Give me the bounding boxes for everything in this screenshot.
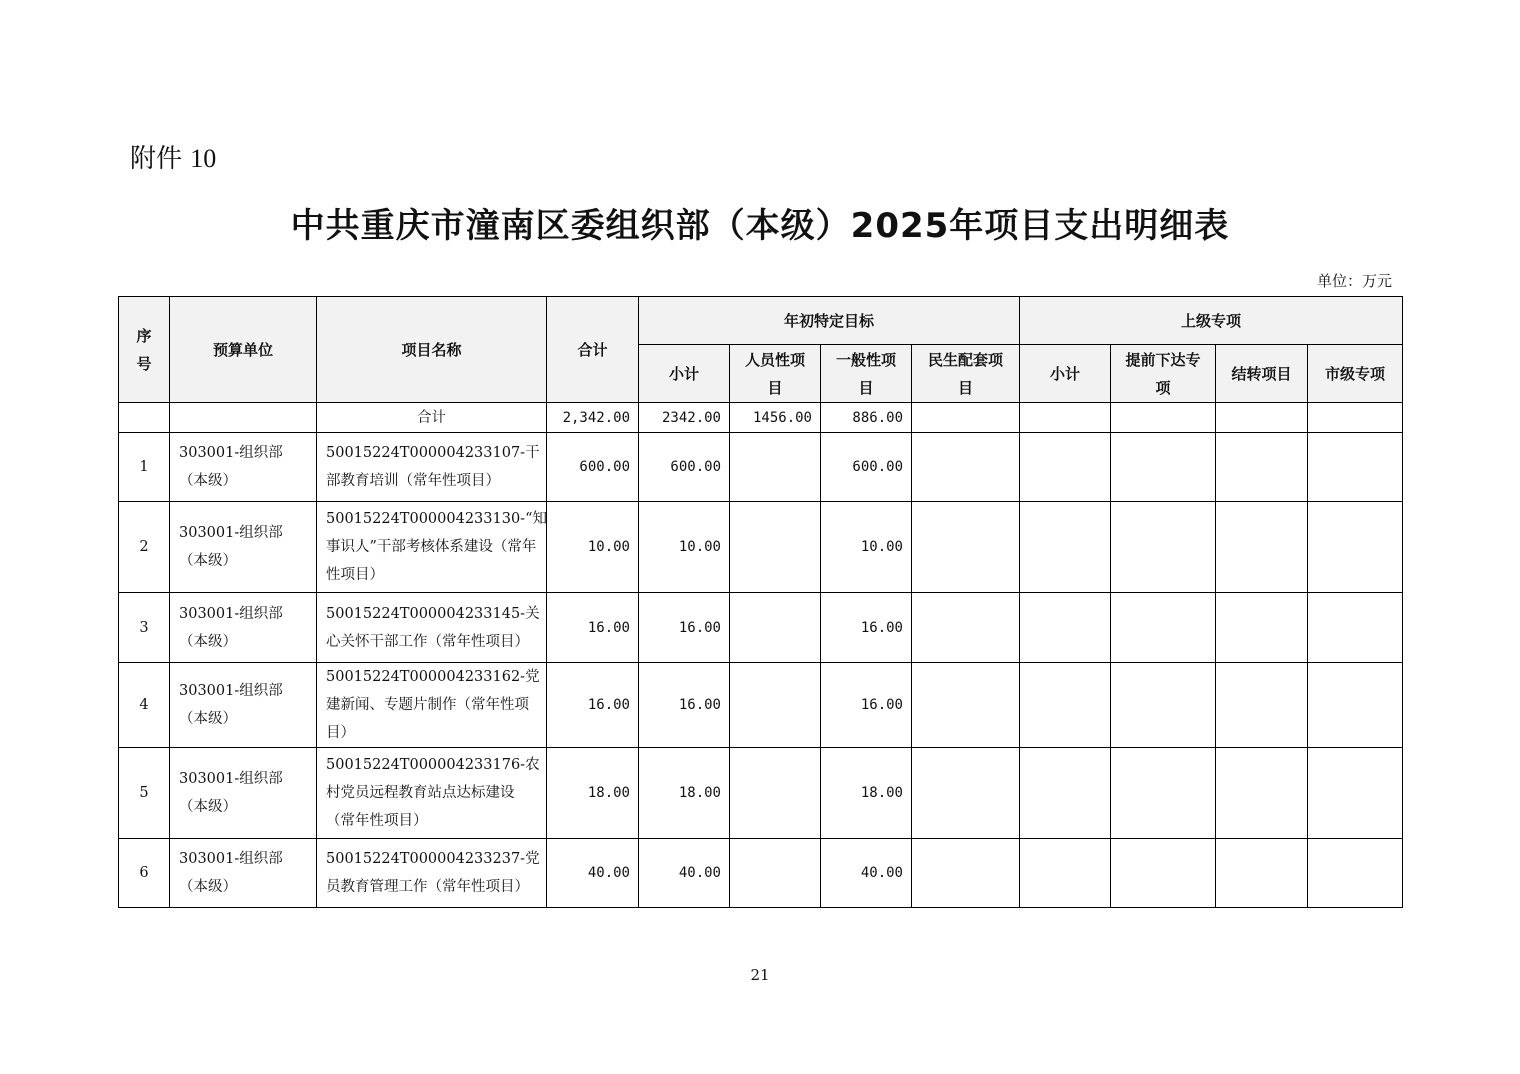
row-b-carry — [1216, 593, 1308, 663]
row-total: 18.00 — [547, 748, 639, 839]
row-a-livelihood — [912, 663, 1020, 748]
header-a-general: 一般性项目 — [821, 345, 912, 403]
row-seq: 3 — [119, 593, 170, 663]
row-a-subtotal: 600.00 — [639, 433, 730, 502]
summary-row — [119, 403, 1403, 433]
row-unit: 303001-组织部（本级） — [170, 839, 317, 908]
row-a-livelihood — [912, 593, 1020, 663]
row-project: 50015224T000004233130-“知事识人”干部考核体系建设（常年性项目） — [317, 502, 547, 593]
row-b-city — [1308, 502, 1403, 593]
row-project: 50015224T000004233107-干部教育培训（常年性项目） — [317, 433, 547, 502]
header-project: 项目名称 — [317, 297, 547, 403]
header-total: 合计 — [547, 297, 639, 403]
row-total: 10.00 — [547, 502, 639, 593]
attachment-label — [130, 138, 216, 175]
row-total: 16.00 — [547, 663, 639, 748]
row-unit: 303001-组织部（本级） — [170, 433, 317, 502]
row-b-advance — [1111, 502, 1216, 593]
row-b-advance — [1111, 593, 1216, 663]
row-b-city — [1308, 663, 1403, 748]
row-b-carry — [1216, 839, 1308, 908]
table-row — [119, 593, 1403, 663]
row-b-subtotal — [1020, 502, 1111, 593]
row-a-general: 16.00 — [821, 593, 912, 663]
row-b-advance — [1111, 839, 1216, 908]
row-total: 40.00 — [547, 839, 639, 908]
row-a-subtotal: 18.00 — [639, 748, 730, 839]
header-a-livelihood: 民生配套项目 — [912, 345, 1020, 403]
row-project: 50015224T000004233162-党建新闻、专题片制作（常年性项目） — [317, 663, 547, 748]
row-b-advance — [1111, 663, 1216, 748]
row-seq: 1 — [119, 433, 170, 502]
header-a-subtotal: 小计 — [639, 345, 730, 403]
row-a-personnel — [730, 748, 821, 839]
row-project: 50015224T000004233176-农村党员远程教育站点达标建设（常年性项目） — [317, 748, 547, 839]
row-seq: 6 — [119, 839, 170, 908]
row-a-livelihood — [912, 839, 1020, 908]
summary-label: 合计 — [317, 403, 547, 433]
table-row — [119, 748, 1403, 839]
row-a-personnel — [730, 593, 821, 663]
row-project: 50015224T000004233145-关心关怀干部工作（常年性项目） — [317, 593, 547, 663]
row-b-city — [1308, 433, 1403, 502]
page-number: 21 — [750, 966, 770, 984]
row-seq: 5 — [119, 748, 170, 839]
row-b-carry — [1216, 663, 1308, 748]
summary-a-subtotal: 2342.00 — [639, 403, 730, 433]
header-group-superior: 上级专项 — [1020, 297, 1403, 345]
header-b-advance: 提前下达专项 — [1111, 345, 1216, 403]
row-b-subtotal — [1020, 839, 1111, 908]
row-unit: 303001-组织部（本级） — [170, 663, 317, 748]
row-b-subtotal — [1020, 748, 1111, 839]
row-seq: 4 — [119, 663, 170, 748]
row-a-personnel — [730, 502, 821, 593]
row-a-subtotal: 16.00 — [639, 663, 730, 748]
expenditure-table — [118, 296, 1403, 908]
row-b-city — [1308, 593, 1403, 663]
row-b-city — [1308, 748, 1403, 839]
summary-b-city — [1308, 403, 1403, 433]
row-total: 16.00 — [547, 593, 639, 663]
unit-note: 单位：万元 — [1316, 272, 1392, 290]
header-b-subtotal: 小计 — [1020, 345, 1111, 403]
header-unit: 预算单位 — [170, 297, 317, 403]
row-b-city — [1308, 839, 1403, 908]
header-b-carry: 结转项目 — [1216, 345, 1308, 403]
summary-b-carry — [1216, 403, 1308, 433]
row-a-general: 10.00 — [821, 502, 912, 593]
summary-a-personnel: 1456.00 — [730, 403, 821, 433]
row-a-livelihood — [912, 433, 1020, 502]
row-project: 50015224T000004233237-党员教育管理工作（常年性项目） — [317, 839, 547, 908]
row-a-general: 600.00 — [821, 433, 912, 502]
header-a-personnel: 人员性项目 — [730, 345, 821, 403]
row-b-subtotal — [1020, 433, 1111, 502]
row-a-general: 40.00 — [821, 839, 912, 908]
summary-a-general: 886.00 — [821, 403, 912, 433]
summary-unit — [170, 403, 317, 433]
table-row — [119, 663, 1403, 748]
row-a-personnel — [730, 663, 821, 748]
row-b-advance — [1111, 433, 1216, 502]
row-a-subtotal: 10.00 — [639, 502, 730, 593]
summary-b-advance — [1111, 403, 1216, 433]
summary-a-livelihood — [912, 403, 1020, 433]
row-a-subtotal: 40.00 — [639, 839, 730, 908]
row-total: 600.00 — [547, 433, 639, 502]
header-b-city: 市级专项 — [1308, 345, 1403, 403]
row-b-subtotal — [1020, 663, 1111, 748]
row-seq: 2 — [119, 502, 170, 593]
row-b-carry — [1216, 433, 1308, 502]
document-title: 中共重庆市潼南区委组织部（本级）2025年项目支出明细表 — [290, 206, 1230, 246]
row-b-carry — [1216, 502, 1308, 593]
table-row — [119, 433, 1403, 502]
row-a-subtotal: 16.00 — [639, 593, 730, 663]
table-row — [119, 502, 1403, 593]
row-unit: 303001-组织部（本级） — [170, 502, 317, 593]
row-a-general: 16.00 — [821, 663, 912, 748]
attachment-number: 10 — [190, 144, 217, 173]
row-a-personnel — [730, 839, 821, 908]
header-group-initial: 年初特定目标 — [639, 297, 1020, 345]
summary-b-subtotal — [1020, 403, 1111, 433]
row-a-general: 18.00 — [821, 748, 912, 839]
row-b-advance — [1111, 748, 1216, 839]
row-unit: 303001-组织部（本级） — [170, 593, 317, 663]
row-a-livelihood — [912, 502, 1020, 593]
attachment-text: 附件 — [130, 144, 183, 174]
row-a-personnel — [730, 433, 821, 502]
header-seq: 序号 — [119, 297, 170, 403]
row-unit: 303001-组织部（本级） — [170, 748, 317, 839]
summary-total: 2,342.00 — [547, 403, 639, 433]
row-a-livelihood — [912, 748, 1020, 839]
row-b-subtotal — [1020, 593, 1111, 663]
summary-seq — [119, 403, 170, 433]
row-b-carry — [1216, 748, 1308, 839]
table-row — [119, 839, 1403, 908]
